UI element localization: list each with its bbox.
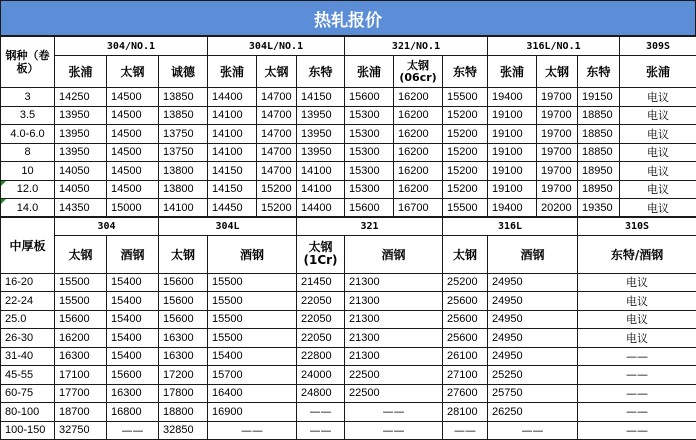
plate-price-cell: 27100 [443,366,488,385]
plate-price-cell: 25250 [488,366,578,385]
plate-price-cell: —— [578,421,696,440]
coil-row [1,180,696,199]
coil-thickness-cell: 10 [1,162,55,181]
plate-price-cell: 26100 [443,347,488,366]
coil-price-cell: 13950 [297,106,345,125]
price-table [0,36,696,440]
plate-sub-1: 酒钢 [107,235,159,273]
plate-price-cell: 32750 [55,421,107,440]
plate-price-cell: 24950 [488,273,578,292]
plate-price-cell: 17100 [55,366,107,385]
plate-price-cell: 21450 [297,273,345,292]
coil-price-cell: 14100 [208,125,257,144]
plate-price-cell: 24000 [297,366,345,385]
coil-thickness-cell: 3 [1,88,55,107]
coil-price-cell: 18850 [578,143,620,162]
plate-row [1,384,696,403]
coil-price-cell: 14700 [257,88,297,107]
plate-thickness-cell: 16-20 [1,273,55,292]
plate-price-cell: 16900 [208,403,297,422]
plate-price-cell: —— [297,421,345,440]
coil-price-cell: 15200 [443,106,488,125]
plate-price-cell: 电议 [578,329,696,348]
coil-sub-8: 东特 [443,56,488,88]
coil-thickness-cell: 4.0-6.0 [1,125,55,144]
coil-sub-9: 张浦 [488,56,537,88]
coil-price-cell: 14400 [208,88,257,107]
coil-price-cell: 13850 [159,106,208,125]
plate-sub-header-row [1,235,696,273]
coil-price-cell: 电议 [620,143,696,162]
plate-price-cell: 15600 [159,292,208,311]
coil-price-cell: 16200 [394,125,443,144]
plate-price-cell: 电议 [578,273,696,292]
coil-thickness-cell: 12.0 [1,180,55,199]
plate-row [1,273,696,292]
plate-price-cell: 电议 [578,292,696,311]
plate-price-cell: 22500 [345,366,443,385]
coil-sub-2: 诚德 [159,56,208,88]
coil-price-cell: 15300 [345,106,394,125]
plate-price-cell: 25600 [443,292,488,311]
coil-sub-11: 东特 [578,56,620,88]
coil-price-cell: 15200 [257,199,297,218]
coil-price-cell: 15300 [345,125,394,144]
coil-price-cell: 18950 [578,180,620,199]
plate-price-cell: 21300 [345,273,443,292]
plate-group-header-row [1,217,696,235]
coil-price-cell: 14350 [55,199,107,218]
plate-price-cell: 电议 [578,310,696,329]
plate-thickness-cell: 100-150 [1,421,55,440]
coil-sub-10: 太钢 [537,56,578,88]
plate-price-cell: 15600 [159,310,208,329]
coil-price-cell: 14500 [107,143,159,162]
plate-price-cell: 24950 [488,310,578,329]
coil-price-cell: 15300 [345,180,394,199]
coil-price-cell: 14150 [208,162,257,181]
plate-thickness-cell: 25.0 [1,310,55,329]
plate-price-cell: 15600 [107,366,159,385]
plate-price-cell: 16300 [159,329,208,348]
plate-price-cell: 15400 [107,310,159,329]
plate-price-cell: 25600 [443,310,488,329]
plate-price-cell: 15600 [159,273,208,292]
coil-price-cell: 18850 [578,106,620,125]
coil-price-cell: 15200 [443,180,488,199]
coil-price-cell: 14700 [257,106,297,125]
coil-group-309s: 309S [620,37,696,56]
coil-price-cell: 16200 [394,143,443,162]
plate-price-cell: 25750 [488,384,578,403]
plate-thickness-cell: 26-30 [1,329,55,348]
coil-price-cell: 19700 [537,143,578,162]
plate-price-cell: 17200 [159,366,208,385]
coil-price-cell: 19100 [488,106,537,125]
coil-price-cell: 14050 [55,162,107,181]
plate-price-cell: —— [443,421,488,440]
plate-price-cell: 17800 [159,384,208,403]
coil-row [1,125,696,144]
plate-group-316l: 316L [443,217,578,235]
coil-price-cell: 16200 [394,106,443,125]
coil-price-cell: 13750 [159,143,208,162]
coil-price-cell: 15300 [345,143,394,162]
coil-sub-0: 张浦 [55,56,107,88]
coil-price-cell: 14100 [297,180,345,199]
plate-thickness-cell: 60-75 [1,384,55,403]
coil-group-304l: 304L/NO.1 [208,37,345,56]
coil-price-cell: 电议 [620,106,696,125]
coil-price-cell: 14150 [297,88,345,107]
plate-price-cell: —— [488,421,578,440]
plate-thickness-cell: 31-40 [1,347,55,366]
coil-price-cell: 13800 [159,162,208,181]
plate-price-cell: 16300 [107,384,159,403]
coil-price-cell: 14100 [208,106,257,125]
coil-sub-6: 张浦 [345,56,394,88]
coil-group-321: 321/NO.1 [345,37,488,56]
plate-price-cell: 21300 [345,292,443,311]
plate-price-cell: —— [578,384,696,403]
plate-price-cell: 32850 [159,421,208,440]
plate-price-cell: 25200 [443,273,488,292]
coil-price-cell: 电议 [620,199,696,218]
coil-row [1,88,696,107]
coil-price-cell: 14500 [107,88,159,107]
plate-price-cell: 16800 [107,403,159,422]
plate-price-cell: 16300 [159,347,208,366]
coil-thickness-cell: 8 [1,143,55,162]
plate-sub-3: 酒钢 [208,235,297,273]
coil-price-cell: 19100 [488,180,537,199]
coil-price-cell: 16200 [394,88,443,107]
sheet-title: 热轧报价 [0,0,696,36]
plate-price-cell: —— [345,403,443,422]
coil-row [1,106,696,125]
coil-price-cell: 20200 [537,199,578,218]
coil-price-cell: 14500 [107,180,159,199]
plate-sub-5: 酒钢 [345,235,443,273]
plate-sub-8: 东特/酒钢 [578,235,696,273]
plate-price-cell: 26250 [488,403,578,422]
coil-price-cell: 16700 [394,199,443,218]
plate-row [1,292,696,311]
plate-price-cell: —— [578,347,696,366]
plate-price-cell: 15400 [208,347,297,366]
coil-price-cell: 15300 [345,162,394,181]
coil-group-header-row [1,37,696,56]
plate-price-cell: 24950 [488,329,578,348]
coil-thickness-cell: 14.0 [1,199,55,218]
plate-price-cell: 15400 [107,292,159,311]
plate-price-cell: 17700 [55,384,107,403]
coil-sub-12: 张浦 [620,56,696,88]
coil-price-cell: 14700 [257,162,297,181]
coil-price-cell: 14100 [159,199,208,218]
coil-sub-1: 太钢 [107,56,159,88]
plate-sub-4: 太钢(1Cr) [297,235,345,273]
plate-price-cell: —— [578,366,696,385]
plate-price-cell: 15400 [107,273,159,292]
plate-sub-6: 太钢 [443,235,488,273]
coil-price-cell: 19700 [537,180,578,199]
coil-price-cell: 14400 [297,199,345,218]
plate-thickness-cell: 45-55 [1,366,55,385]
plate-sub-0: 太钢 [55,235,107,273]
plate-price-cell: 18800 [159,403,208,422]
plate-price-cell: 21300 [345,329,443,348]
coil-price-cell: 19700 [537,162,578,181]
plate-price-cell: 28100 [443,403,488,422]
coil-price-cell: 19700 [537,106,578,125]
plate-group-321: 321 [297,217,443,235]
coil-price-cell: 15500 [443,199,488,218]
plate-row [1,403,696,422]
plate-price-cell: —— [578,403,696,422]
coil-price-cell: 14450 [208,199,257,218]
coil-sub-3: 张浦 [208,56,257,88]
plate-row [1,366,696,385]
plate-price-cell: 15700 [208,366,297,385]
coil-price-cell: 15600 [345,199,394,218]
coil-sub-header-row [1,56,696,88]
coil-price-cell: 19400 [488,88,537,107]
coil-row [1,143,696,162]
coil-row [1,199,696,218]
coil-price-cell: 19350 [578,199,620,218]
coil-price-cell: 14700 [257,143,297,162]
coil-price-cell: 15000 [107,199,159,218]
plate-price-cell: —— [208,421,297,440]
coil-price-cell: 14700 [257,125,297,144]
plate-price-cell: 25600 [443,329,488,348]
coil-price-cell: 19700 [537,88,578,107]
coil-price-cell: 14050 [55,180,107,199]
plate-price-cell: 27600 [443,384,488,403]
plate-thickness-cell: 22-24 [1,292,55,311]
plate-thickness-cell: 80-100 [1,403,55,422]
plate-sub-7: 酒钢 [488,235,578,273]
plate-price-cell: 22050 [297,329,345,348]
plate-price-cell: 24950 [488,292,578,311]
coil-price-cell: 13950 [55,125,107,144]
coil-sub-4: 太钢 [257,56,297,88]
plate-price-cell: 15500 [55,273,107,292]
coil-price-cell: 18950 [578,162,620,181]
coil-price-cell: 19100 [488,162,537,181]
plate-price-cell: 24950 [488,347,578,366]
coil-price-cell: 13950 [297,143,345,162]
coil-price-cell: 13800 [159,180,208,199]
plate-price-cell: 15500 [208,329,297,348]
coil-price-cell: 19100 [488,143,537,162]
coil-thickness-cell: 3.5 [1,106,55,125]
coil-price-cell: 15200 [443,125,488,144]
coil-price-cell: 16200 [394,162,443,181]
coil-price-cell: 电议 [620,162,696,181]
plate-price-cell: 15500 [208,292,297,311]
plate-price-cell: 16200 [55,329,107,348]
coil-price-cell: 14250 [55,88,107,107]
plate-price-cell: 18700 [55,403,107,422]
plate-price-cell: 15400 [107,329,159,348]
plate-price-cell: 22800 [297,347,345,366]
coil-section-label: 钢种（卷板） [1,37,55,88]
plate-price-cell: 22500 [345,384,443,403]
plate-row [1,347,696,366]
plate-price-cell: —— [345,421,443,440]
coil-price-cell: 15200 [443,162,488,181]
coil-price-cell: 15600 [345,88,394,107]
coil-price-cell: 19400 [488,199,537,218]
coil-price-cell: 19700 [537,125,578,144]
coil-price-cell: 14500 [107,162,159,181]
coil-price-cell: 电议 [620,88,696,107]
coil-group-316l: 316L/NO.1 [488,37,620,56]
coil-price-cell: 14100 [208,143,257,162]
coil-group-304: 304/NO.1 [55,37,208,56]
plate-row [1,421,696,440]
plate-row [1,329,696,348]
plate-price-cell: 24800 [297,384,345,403]
plate-price-cell: 22050 [297,292,345,311]
coil-price-cell: 13950 [55,143,107,162]
plate-price-cell: 16300 [55,347,107,366]
coil-sub-7: 太钢(06cr) [394,56,443,88]
coil-price-cell: 电议 [620,125,696,144]
plate-section-label: 中厚板 [1,217,55,273]
coil-sub-5: 东特 [297,56,345,88]
plate-price-cell: 21300 [345,310,443,329]
plate-price-cell: 21300 [345,347,443,366]
coil-price-cell: 19150 [578,88,620,107]
plate-price-cell: 15600 [55,310,107,329]
plate-row [1,310,696,329]
coil-price-cell: 13950 [55,106,107,125]
coil-row [1,162,696,181]
coil-price-cell: 13950 [297,125,345,144]
coil-price-cell: 19100 [488,125,537,144]
coil-price-cell: 15200 [257,180,297,199]
plate-price-cell: 16400 [208,384,297,403]
coil-price-cell: 14500 [107,106,159,125]
plate-price-cell: 22050 [297,310,345,329]
plate-sub-2: 太钢 [159,235,208,273]
coil-price-cell: 13750 [159,125,208,144]
plate-price-cell: 15400 [107,347,159,366]
plate-price-cell: —— [107,421,159,440]
coil-price-cell: 18850 [578,125,620,144]
coil-price-cell: 16200 [394,180,443,199]
plate-price-cell: —— [297,403,345,422]
plate-price-cell: 15500 [208,310,297,329]
coil-price-cell: 14500 [107,125,159,144]
coil-price-cell: 电议 [620,180,696,199]
plate-price-cell: 15500 [55,292,107,311]
plate-group-304: 304 [55,217,159,235]
plate-group-304l: 304L [159,217,297,235]
coil-price-cell: 14150 [208,180,257,199]
plate-group-310s: 310S [578,217,696,235]
coil-price-cell: 13850 [159,88,208,107]
coil-price-cell: 15500 [443,88,488,107]
coil-price-cell: 15200 [443,143,488,162]
plate-price-cell: 15500 [208,273,297,292]
coil-price-cell: 14100 [297,162,345,181]
